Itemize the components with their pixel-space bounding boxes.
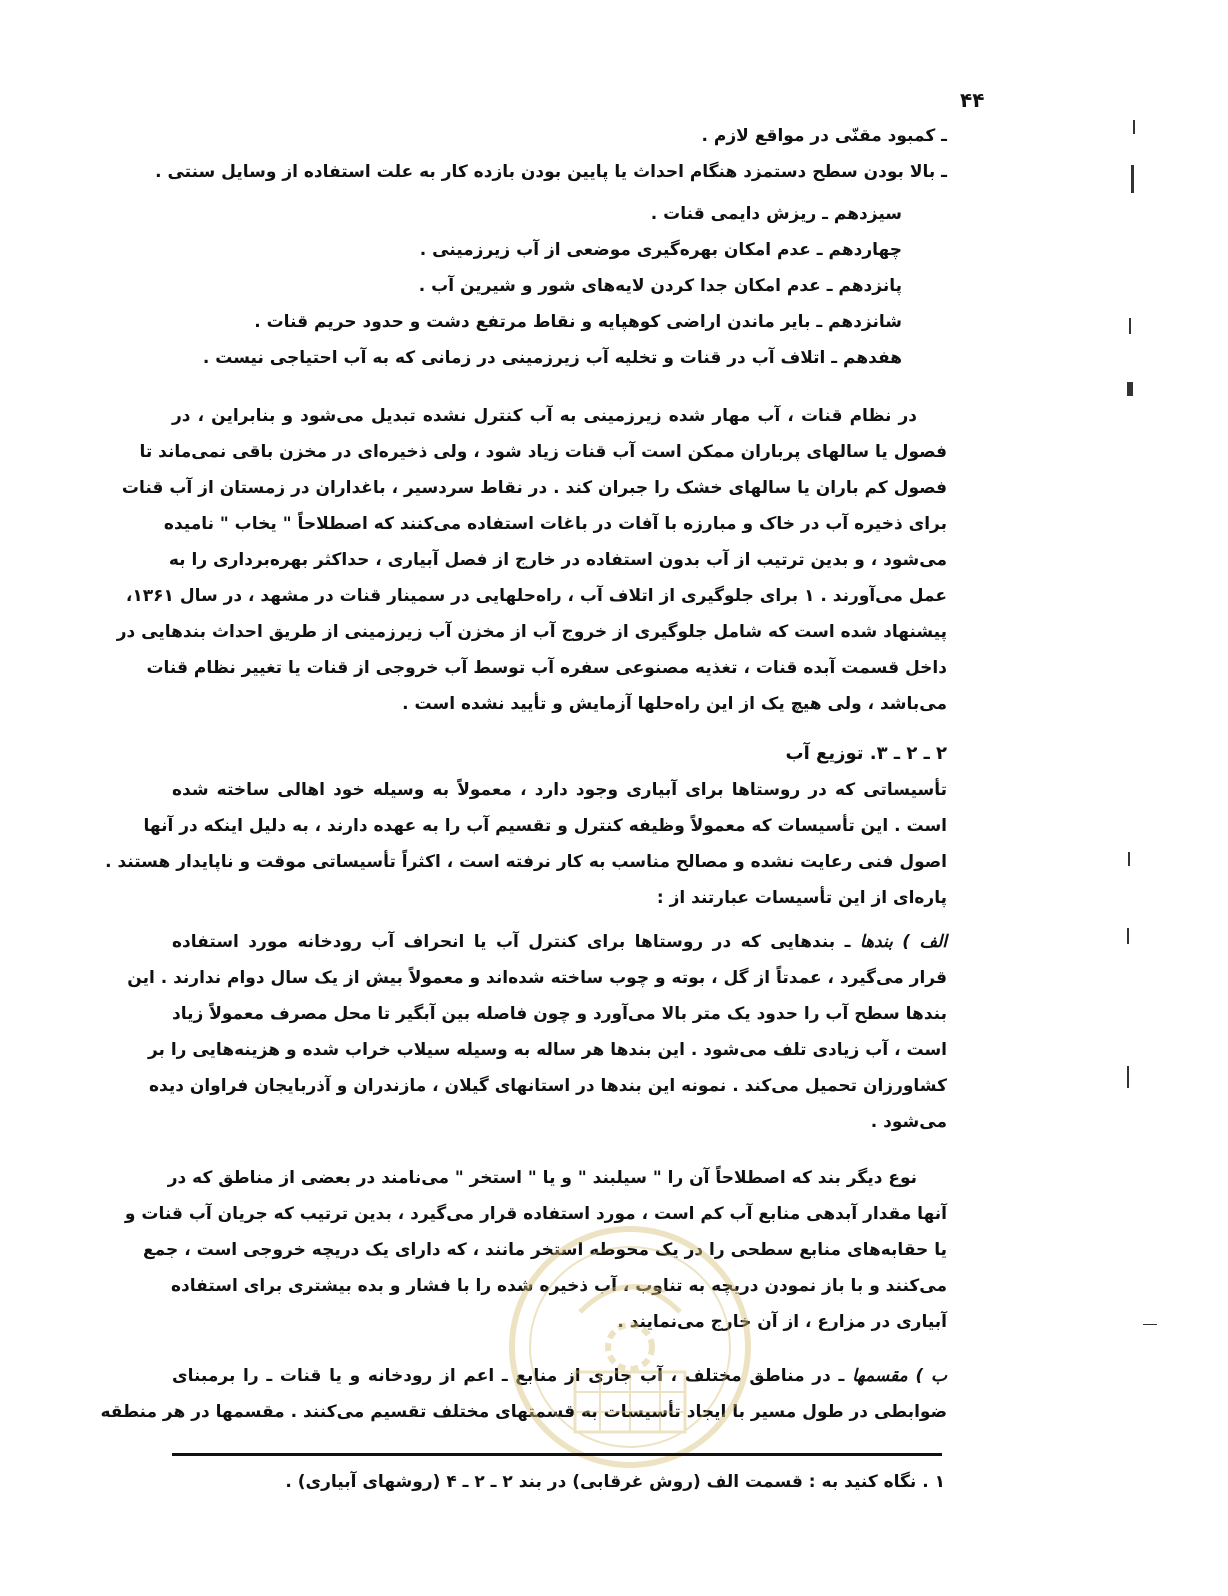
text-line: داخل قسمت آبده قنات ، تغذیه مصنوعی سفره آب توسط آب خروجی از قنات یا تغییر نظام قنات	[146, 658, 947, 678]
text-line: ـ بالا بودن سطح دستمزد هنگام احداث یا پایین بودن بازده کار به علت استفاده از وسایل سنتی .	[155, 162, 947, 182]
text-line: است ، آب زیادی تلف می‌شود . این بندها هر ساله به وسیله سیلاب خراب شده و هزینه‌هایی را بر	[147, 1040, 947, 1060]
dividers-text: ـ در مناطق مختلف ، آب جاری از منابع ـ اعم از رودخانه و یا قنات ـ را برمبنای	[172, 1366, 853, 1386]
text-line: آنها مقدار آبدهی منابع آب کم است ، مورد استفاده قرار می‌گیرد ، بدین ترتیب که جریان آب قنات و	[124, 1204, 947, 1224]
footnote: ۱ . نگاه کنید به : قسمت الف (روش غرقابی) در بند ۲ ـ ۲ ـ ۴ (روشهای آبیاری) .	[285, 1472, 945, 1492]
section-heading	[172, 736, 947, 772]
text-line: قرار می‌گیرد ، عمدتاً از گل ، بوته و چوب ساخته شده‌اند و معمولاً بیش از یک سال دوام ندارند . این	[127, 968, 947, 988]
scan-mark	[1127, 1066, 1129, 1088]
scan-mark	[1129, 318, 1131, 334]
text-line: می‌شود ، و بدین ترتیب از آب بدون استفاده در خارج از فصل آبیاری ، حداکثر بهره‌برداری را به	[168, 550, 947, 570]
problem-list	[172, 196, 947, 376]
dividers-label: ب ) مقسمها	[852, 1366, 947, 1386]
text-line: ـ کمبود مقنّی در مواقع لازم .	[701, 126, 947, 146]
text-line: می‌شود .	[870, 1112, 947, 1132]
text-line: می‌کنند و با باز نمودن دریچه به تناوب ، آب ذخیره شده را با فشار و بده بیشتری برای استفاده	[170, 1276, 947, 1296]
text-line: پاره‌ای از این تأسیسات عبارتند از :	[656, 888, 947, 908]
text-line: فصول یا سالهای پرباران ممکن است آب قنات زیاد شود ، ولی ذخیره‌ای در مخزن باقی نمی‌ماند تا	[139, 442, 947, 462]
list-item: سیزدهم ـ ریزش دایمی قنات .	[650, 204, 902, 224]
text-line	[172, 924, 947, 960]
dams-text: ـ بندهایی که در روستاها برای کنترل آب یا انحراف آب رودخانه مورد استفاده	[172, 932, 860, 952]
paragraph-distribution	[105, 772, 947, 916]
scan-mark	[1128, 852, 1130, 866]
text-line: فصول کم باران یا سالهای خشک را جبران کند . در نقاط سردسیر ، باغداران در زمستان از آب قنات	[121, 478, 947, 498]
scan-mark	[1131, 165, 1134, 193]
paragraph-qanat-system	[116, 398, 947, 722]
footnote-divider	[172, 1453, 942, 1456]
text-line: ضوابطی در طول مسیر با ایجاد تأسیسات به قسمتهای مختلف تقسیم می‌کنند . مقسمها در هر منطقه	[100, 1402, 947, 1422]
paragraph-dams	[127, 924, 947, 1140]
text-line: آبیاری در مزارع ، از آن خارج می‌نمایند .	[617, 1312, 947, 1332]
dams-label: الف ) بندها	[859, 932, 947, 952]
page-number: ۴۴	[960, 88, 985, 112]
text-line: بندها سطح آب را حدود یک متر بالا می‌آورد و چون فاصله بین آبگیر تا محل مصرف معمولاً زیاد	[172, 1004, 947, 1024]
text-line: عمل می‌آورند . ۱ برای جلوگیری از اتلاف آب ، راه‌حلهایی در سمینار قنات در مشهد ، در سال ۱۳۶۱،	[125, 586, 947, 606]
list-item: هفدهم ـ اتلاف آب در قنات و تخلیه آب زیرزمینی در زمانی که به آب احتیاجی نیست .	[202, 348, 902, 368]
text-line: اصول فنی رعایت نشده و مصالح مناسب به کار نرفته است ، اکثراً تأسیساتی موقت و ناپایدار هستند .	[105, 852, 947, 872]
scan-mark	[1133, 120, 1135, 134]
scan-mark	[1143, 1324, 1157, 1325]
list-item: پانزدهم ـ عدم امکان جدا کردن لایه‌های شور و شیرین آب .	[418, 276, 902, 296]
section-heading-text: ۲ ـ ۲ ـ ۳. توزیع آب	[785, 743, 947, 764]
scan-mark	[1127, 928, 1129, 944]
text-line: است . این تأسیسات که معمولاً وظیفه کنترل و تقسیم آب را به عهده دارند ، به دلیل اینکه در آنها	[143, 816, 947, 836]
text-line: می‌باشد ، ولی هیچ یک از این راه‌حلها آزمایش و تأیید نشده است .	[402, 694, 947, 714]
text-line: در نظام قنات ، آب مهار شده زیرزمینی به آب کنترل نشده تبدیل می‌شود و بنابراین ، در	[172, 406, 917, 426]
text-line: برای ذخیره آب در خاک و مبارزه با آفات در باغات استفاده می‌کنند که اصطلاحاً " یخاب " نامیده	[163, 514, 947, 534]
text-line: کشاورزان تحمیل می‌کند . نمونه این بندها در استانهای گیلان ، مازندران و آذربایجان فراوان دیده	[148, 1076, 947, 1096]
text-line: یا حقابه‌های منابع سطحی را در یک محوطه استخر مانند ، که دارای یک دریچه خروجی است ، جمع	[143, 1240, 947, 1260]
text-line: تأسیساتی که در روستاها برای آبیاری وجود دارد ، معمولاً به وسیله خود اهالی ساخته شده	[172, 780, 947, 800]
list-item: شانزدهم ـ بایر ماندن اراضی کوهپایه و نقاط مرتفع دشت و حدود حریم قنات .	[254, 312, 902, 332]
top-lines	[155, 118, 947, 190]
list-item: چهاردهم ـ عدم امکان بهره‌گیری موضعی از آب زیرزمینی .	[419, 240, 902, 260]
scan-mark	[1127, 382, 1133, 396]
text-line: پیشنهاد شده است که شامل جلوگیری از خروج آب از مخزن آب زیرزمینی از طریق احداث بندهایی در	[116, 622, 947, 642]
text-line: نوع دیگر بند که اصطلاحاً آن را " سیلبند " و یا " استخر " می‌نامند در بعضی از مناطق که در	[167, 1168, 917, 1188]
library-seal-watermark	[505, 1222, 755, 1472]
